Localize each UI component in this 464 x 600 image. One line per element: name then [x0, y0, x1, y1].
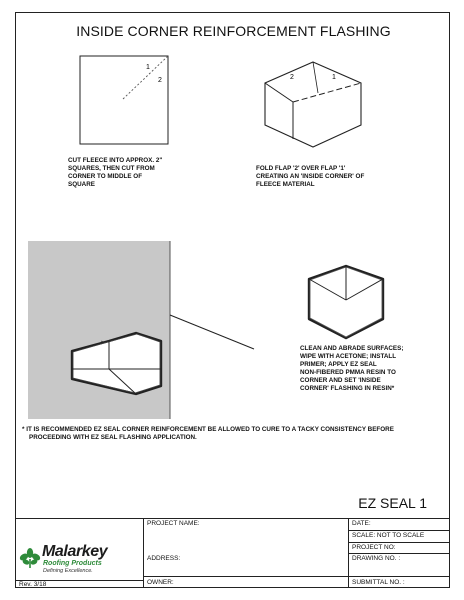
logo-name: Malarkey [42, 543, 108, 560]
address-field[interactable]: ADDRESS: [147, 555, 181, 562]
title-block-divider-left [143, 518, 144, 588]
step1-instructions: CUT FLEECE INTO APPROX. 2" SQUARES, THEN CUT FROM CORNER TO MIDDLE OF SQUARE [68, 157, 163, 188]
company-logo [16, 542, 143, 582]
title-block-top-border [16, 518, 449, 519]
owner-row-border [143, 576, 348, 577]
title-block [16, 518, 449, 588]
step2-instructions: FOLD FLAP '2' OVER FLAP '1' CREATING AN 'INSIDE CORNER' OF FLEECE MATERIAL [256, 165, 365, 188]
date-row-border [348, 530, 449, 531]
step2-folded-figure [263, 61, 363, 151]
step2-label-1: 1 [332, 74, 336, 81]
scale-row-border [348, 542, 449, 543]
drawing-sheet [15, 12, 450, 588]
step1-label-1: 1 [146, 64, 150, 71]
product-name: EZ SEAL 1 [358, 495, 427, 511]
submittal-no-field[interactable]: SUBMITTAL NO. : [352, 579, 405, 586]
wall-corner-illustration [28, 241, 258, 421]
date-field[interactable]: DATE: [352, 520, 371, 527]
project-name-field[interactable]: PROJECT NAME: [147, 520, 200, 527]
logo-sub: Roofing Products [43, 560, 102, 567]
project-no-field[interactable]: PROJECT NO: [352, 544, 396, 551]
leaf-icon [18, 547, 42, 569]
revision-label: Rev. 3/18 [19, 581, 47, 588]
logo-tagline: Defining Excellence. [43, 568, 93, 574]
drawing-no-field[interactable]: DRAWING NO. : [352, 555, 401, 562]
step1-label-2: 2 [158, 77, 162, 84]
drawing-no-row-border [348, 576, 449, 577]
owner-field[interactable]: OWNER: [147, 579, 174, 586]
scale-field: SCALE: NOT TO SCALE [352, 532, 425, 539]
step2-label-2: 2 [290, 74, 294, 81]
step3-instructions: CLEAN AND ABRADE SURFACES; WIPE WITH ACETONE; INSTALL PRIMER; APPLY EZ SEAL NON-FIBERED PMMA RESIN TO CORNER AND SET 'INSIDE CORNER' FLASHING IN RESIN* [300, 345, 404, 392]
step1-square-figure [79, 55, 169, 145]
drawing-title: INSIDE CORNER REINFORCEMENT FLASHING [76, 23, 391, 39]
project-no-row-border [348, 553, 449, 554]
step3-flashing-figure [305, 264, 387, 342]
footnote: * IT IS RECOMMENDED EZ SEAL CORNER REINFORCEMENT BE ALLOWED TO CURE TO A TACKY CONSISTENCY BEFORE PROCEEDING WITH EZ SEAL FLASHING APPLICATION. [22, 426, 394, 441]
